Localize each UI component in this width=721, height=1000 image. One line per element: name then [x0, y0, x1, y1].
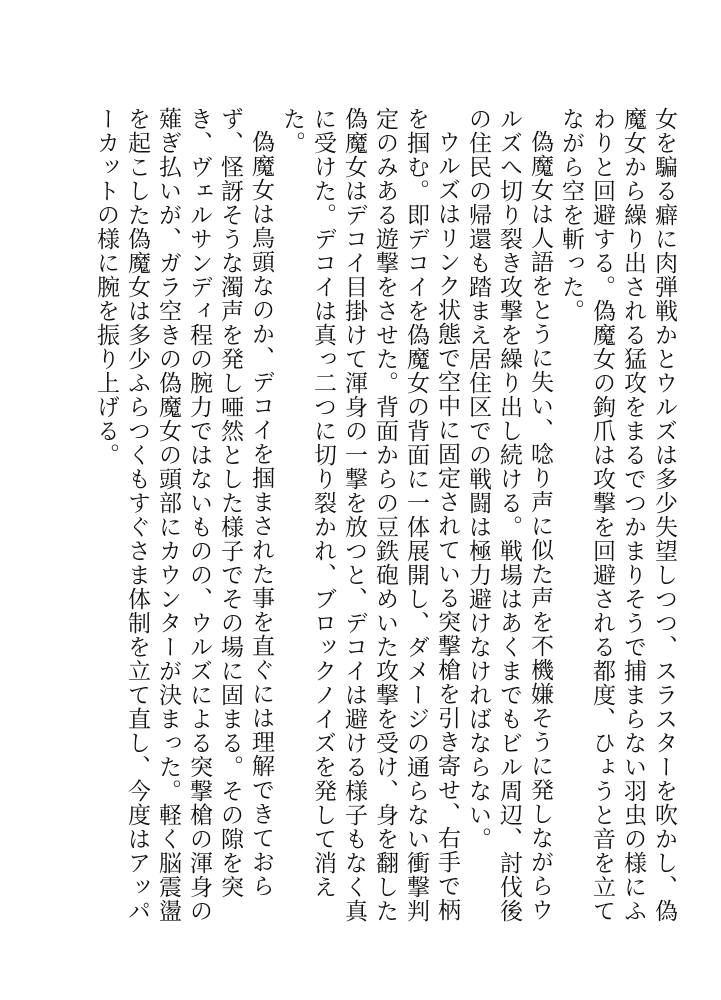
paragraph: 偽魔女は人語をとうに失い、唸り声に似た声を不機嫌そうに発しながらウルズへ切り裂き攻撃を繰り出し続ける。戦場はあくまでもビル周辺、討伐後の住民の帰還も踏まえ居住区での戦闘は極力避けなければならない。: [465, 107, 553, 923]
paragraph: ウルズはリンク状態で空中に固定されている突撃槍を引き寄せ、右手で柄を掴む。即デコイを偽魔女の背面に一体展開し、ダメージの通らない衝撃判定のみある遊撃をさせた。背面からの豆鉄砲めいた攻撃を受け、身を翻した偽魔女はデコイ目掛けて渾身の一撃を放つと、デコイは避ける様子もなく真に受けた。デコイは真っ二つに切り裂かれ、ブロックノイズを発して消えた。: [279, 107, 460, 923]
paragraph: 偽魔女は鳥頭なのか、デコイを掴まされた事を直ぐには理解できておらず、怪訝そうな濁声を発し唖然とした様子でその場に固まる。その隙を突き、ヴェルサンディ程の腕力ではないものの、ウルズによる突撃槍の渾身の薙ぎ払いが、ガラ空きの偽魔女の頭部にカウンターが決まった。軽く脳震盪を起こした偽魔女は多少ふらつくもすぐさま体制を立て直し、今度はアッパーカットの様に腕を振り上げる。: [93, 107, 274, 923]
vertical-text-body: [49, 107, 679, 937]
paragraph: 女を騙る癖に肉弾戦かとウルズは多少失望しつつ、スラスターを吹かし、偽魔女から繰り出される猛攻をまるでつかまりそうで捕まらない羽虫の様にふわりと回避する。偽魔女の鉤爪は攻撃を回避される都度、ひょうと音を立てながら空を斬った。: [558, 107, 677, 923]
